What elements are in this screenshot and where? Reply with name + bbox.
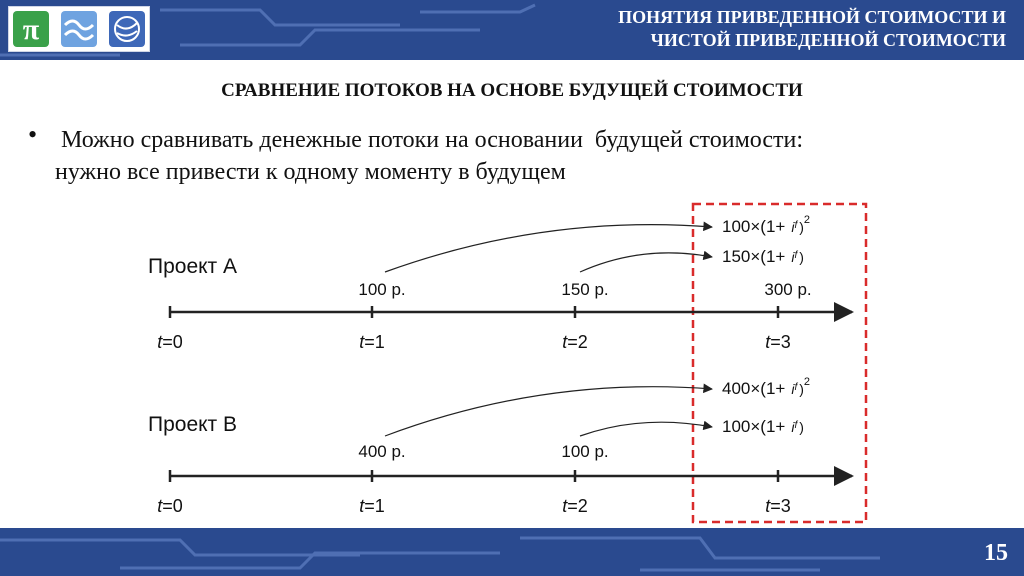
time-label: t=2 — [562, 332, 588, 352]
time-label: t=3 — [765, 496, 791, 516]
slide-subtitle: СРАВНЕНИЕ ПОТОКОВ НА ОСНОВЕ БУДУЩЕЙ СТОИМОСТИ — [221, 80, 803, 101]
time-label: t=1 — [359, 496, 385, 516]
project-name-2: Проект В — [148, 413, 238, 436]
bullet-icon: • — [28, 120, 38, 149]
project-name-1: Проект А — [148, 255, 238, 278]
cash-flow-amount: 150 р. — [561, 280, 609, 299]
time-label: t=1 — [359, 332, 385, 352]
time-label: t=3 — [765, 332, 791, 352]
compounding-arrow — [385, 225, 712, 272]
bullet-line2: нужно все привести к одному моменту в будущем — [55, 159, 566, 185]
footer-circuit-pattern — [0, 528, 1024, 576]
future-value-term: $100\times(1+ i^f$ $_)^2$ — [722, 214, 811, 236]
future-value-term: $150\times(1+ i^f$ $_)$ — [722, 247, 804, 266]
cash-flow-amount: 100 р. — [561, 442, 609, 461]
cash-flow-amount: 100 р. — [358, 280, 406, 299]
time-label: t=0 — [157, 496, 183, 516]
header-title-line1: ПОНЯТИЯ ПРИВЕДЕННОЙ СТОИМОСТИ И — [618, 7, 1006, 27]
future-value-term: $400\times(1+ i^f$ $_)^2$ — [722, 376, 811, 398]
future-value-term: $100\times(1+ i^f$ $_)$ — [722, 417, 804, 436]
time-label: t=2 — [562, 496, 588, 516]
page-number: 15 — [984, 540, 1008, 566]
footer-bar — [0, 528, 1024, 576]
svg-text:π: π — [22, 13, 40, 46]
cash-flow-amount: 400 р. — [358, 442, 406, 461]
compounding-arrow — [385, 387, 712, 436]
header-title-line2: ЧИСТОЙ ПРИВЕДЕННОЙ СТОИМОСТИ — [650, 30, 1006, 50]
bullet-line1: Можно сравнивать денежные потоки на основании будущей стоимости: — [55, 127, 804, 153]
cash-flow-amount: 300 р. — [764, 280, 812, 299]
time-label: t=0 — [157, 332, 183, 352]
